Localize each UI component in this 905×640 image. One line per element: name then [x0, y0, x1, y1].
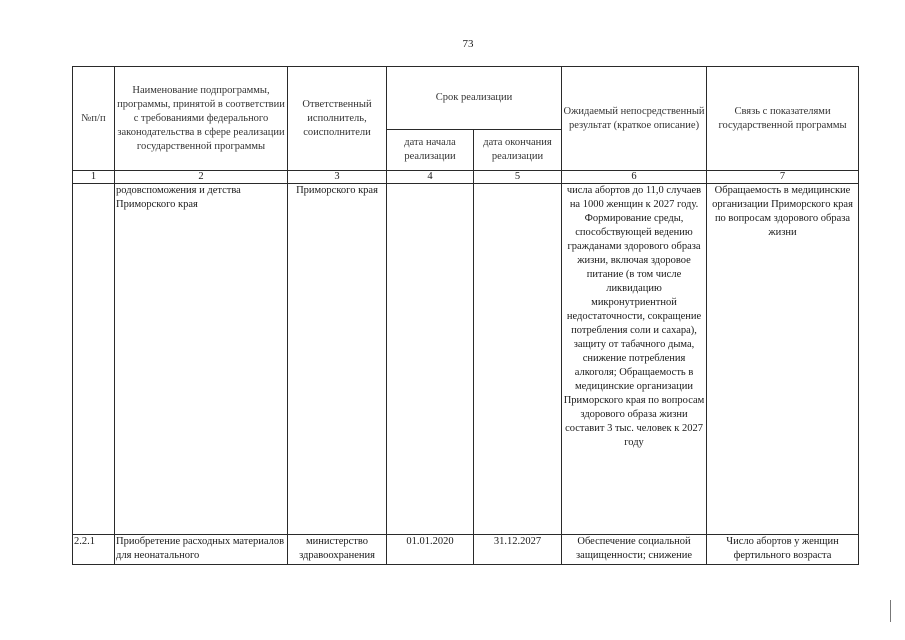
row-executor: министерство здравоохранения — [288, 535, 387, 565]
row-start — [387, 184, 474, 535]
header-start: дата начала реализации — [387, 130, 474, 171]
row-executor: Приморского края — [288, 184, 387, 535]
column-number: 1 — [73, 171, 115, 184]
column-number-row — [73, 171, 859, 184]
header-executor: Ответственный исполнитель, соисполнители — [288, 67, 387, 171]
row-end: 31.12.2027 — [474, 535, 562, 565]
column-number: 3 — [288, 171, 387, 184]
row-end — [474, 184, 562, 535]
row-start: 01.01.2020 — [387, 535, 474, 565]
scan-margin-mark — [890, 600, 891, 622]
header-term: Срок реализации — [387, 67, 562, 130]
row-num: 2.2.1 — [73, 535, 115, 565]
column-number: 4 — [387, 171, 474, 184]
column-number: 5 — [474, 171, 562, 184]
column-number: 2 — [115, 171, 288, 184]
row-name: Приобретение расходных материалов для неонатального — [115, 535, 288, 565]
header-name: Наименование подпрограммы, программы, принятой в соответствии с требованиями федерального законодательства в сфере реализации государственной программы — [115, 67, 288, 171]
table-row — [73, 184, 859, 535]
table-row — [73, 535, 859, 565]
column-number: 7 — [707, 171, 859, 184]
row-name: родовспоможения и детства Приморского края — [115, 184, 288, 535]
header-num: №п/п — [73, 67, 115, 171]
row-link: Число абортов у женщин фертильного возраста — [707, 535, 859, 565]
row-link: Обращаемость в медицинские организации Приморского края по вопросам здорового образа жизни — [707, 184, 859, 535]
row-result: числа абортов до 11,0 случаев на 1000 женщин к 2027 году. Формирование среды, способствующей ведению гражданами здорового образа жизни, включая здоровое питание (в том числе ликвидацию микронутриентной недостаточности, сокращение потребления соли и сахара), защиту от табачного дыма, снижение потребления алкоголя; Обращаемость в медицинские организации Приморского края по вопросам здорового образа жизни составит 3 тыс. человек к 2027 году — [562, 184, 707, 535]
row-result: Обеспечение социальной защищенности; снижение — [562, 535, 707, 565]
header-end: дата окончания реализации — [474, 130, 562, 171]
page-number: 73 — [462, 38, 474, 50]
header-result: Ожидаемый непосредственный результат (краткое описание) — [562, 67, 707, 171]
row-num — [73, 184, 115, 535]
header-row — [73, 67, 859, 130]
column-number: 6 — [562, 171, 707, 184]
program-table — [72, 66, 859, 565]
header-link: Связь с показателями государственной программы — [707, 67, 859, 171]
